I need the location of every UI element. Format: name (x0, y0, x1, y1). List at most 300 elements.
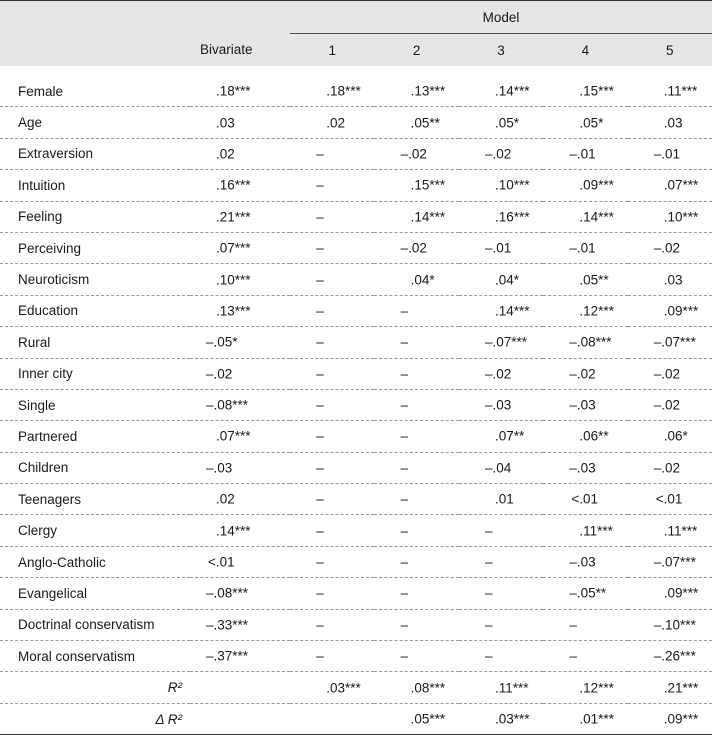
model-cell (459, 546, 543, 577)
table-row (0, 452, 712, 483)
cell-value: – (316, 146, 324, 162)
cell-value: –.02 (206, 366, 233, 382)
cell-value: –.02 (653, 240, 681, 256)
model-cell (543, 484, 627, 515)
cell-value: .21*** (216, 209, 251, 225)
model-cell (459, 107, 543, 138)
cell-value: .05** (410, 115, 440, 131)
cell-value: .03 (216, 115, 235, 131)
model-cell (290, 515, 374, 546)
bivariate-cell (190, 107, 290, 138)
row-label: Female (0, 76, 190, 107)
cell-value: .09*** (663, 711, 699, 727)
model-cell (543, 107, 627, 138)
row-label: Perceiving (0, 232, 190, 263)
cell-value: – (569, 617, 577, 633)
model-2-header: 2 (412, 42, 421, 58)
bivariate-cell (190, 546, 290, 577)
row-label: Doctrinal conservatism (0, 609, 190, 640)
cell-value: – (316, 240, 324, 256)
cell-value: – (400, 334, 409, 350)
model-cell (374, 295, 458, 326)
model-cell (628, 389, 712, 420)
cell-value: –.02 (653, 397, 681, 413)
header-empty-cell (190, 1, 290, 34)
table-body (0, 66, 712, 735)
model-cell (543, 232, 627, 263)
table-row (0, 107, 712, 138)
cell-value: –.08*** (206, 585, 249, 601)
cell-value: .03*** (326, 680, 361, 696)
cell-value: .05* (579, 115, 604, 131)
model-cell (374, 578, 458, 609)
cell-value: .02 (326, 115, 345, 131)
model-cell (290, 703, 374, 734)
cell-value: –.08*** (569, 334, 612, 350)
model-cell (374, 107, 458, 138)
row-label: Children (0, 452, 190, 483)
table-header (0, 1, 712, 67)
table-row (0, 421, 712, 452)
cell-value: .15*** (410, 177, 446, 193)
model-cell (290, 609, 374, 640)
cell-value: – (316, 303, 324, 319)
model-cell (628, 264, 712, 295)
cell-value: .16*** (494, 209, 530, 225)
model-cell (543, 703, 627, 734)
row-label: Neuroticism (0, 264, 190, 295)
cell-value: – (400, 460, 409, 476)
model-cell (290, 641, 374, 672)
model-cell (374, 170, 458, 201)
cell-value: – (316, 428, 324, 444)
cell-value: – (316, 554, 324, 570)
cell-value: .11*** (494, 680, 529, 696)
row-label: Intuition (0, 170, 190, 201)
cell-value: .14*** (410, 209, 446, 225)
cell-value: –.02 (653, 366, 681, 382)
cell-value: –.01 (569, 146, 596, 162)
cell-value: .02 (216, 491, 235, 507)
cell-value: .14*** (494, 83, 530, 99)
header-empty-cell (0, 34, 190, 67)
table-row (0, 76, 712, 107)
model-cell (290, 546, 374, 577)
cell-value: .09*** (579, 177, 614, 193)
cell-value: – (400, 397, 409, 413)
cell-value: .10*** (216, 272, 251, 288)
cell-value: .03*** (494, 711, 530, 727)
cell-value: – (400, 491, 409, 507)
cell-value: –.02 (569, 366, 596, 382)
cell-value: – (484, 648, 493, 664)
model-3-header: 3 (497, 42, 505, 58)
cell-value: .04* (410, 272, 435, 288)
cell-value: .12*** (579, 680, 614, 696)
model-cell (374, 452, 458, 483)
table-row (0, 264, 712, 295)
model-cell (290, 672, 374, 703)
row-label: Age (0, 107, 190, 138)
cell-value: .06** (579, 428, 609, 444)
cell-value: –.03 (484, 397, 512, 413)
cell-value: .04* (494, 272, 519, 288)
model-cell (290, 107, 374, 138)
model-cell (374, 264, 458, 295)
cell-value: – (316, 177, 324, 193)
row-label: Δ R² (155, 711, 182, 727)
cell-value: –.01 (484, 240, 512, 256)
cell-value: – (484, 554, 493, 570)
cell-value: .08*** (410, 680, 446, 696)
model-cell (374, 421, 458, 452)
model-cell (628, 641, 712, 672)
cell-value: –.02 (400, 146, 427, 162)
cell-value: .06* (663, 428, 688, 444)
row-label: Feeling (0, 201, 190, 232)
row-label: Moral conservatism (0, 641, 190, 672)
table-row (0, 389, 712, 420)
model-cell (290, 452, 374, 483)
row-label: R² (0, 672, 190, 703)
summary-row (0, 672, 712, 703)
row-label: Single (0, 389, 190, 420)
cell-value: .01 (494, 491, 514, 507)
model-cell (628, 295, 712, 326)
cell-value: –.01 (653, 146, 681, 162)
model-cell (290, 264, 374, 295)
model-cell (290, 232, 374, 263)
cell-value: –.07*** (484, 334, 528, 350)
cell-value: .01*** (579, 711, 614, 727)
bivariate-cell (190, 515, 290, 546)
cell-value: .07*** (216, 428, 251, 444)
model-cell (543, 138, 627, 169)
table-row (0, 609, 712, 640)
model-cell (543, 546, 627, 577)
model-cell (543, 201, 627, 232)
cell-value: .07*** (663, 177, 699, 193)
cell-value: .11*** (663, 83, 698, 99)
cell-value: .15*** (579, 83, 614, 99)
cell-value: .11*** (663, 523, 698, 539)
model-cell (543, 452, 627, 483)
cell-value: –.26*** (653, 648, 696, 664)
cell-value: <.01 (655, 491, 683, 507)
model-cell (290, 421, 374, 452)
cell-value: – (316, 491, 324, 507)
cell-value: .02 (216, 146, 235, 162)
row-label: Anglo-Catholic (0, 546, 190, 577)
model-cell (459, 170, 543, 201)
cell-value: –.33*** (206, 617, 249, 633)
model-cell (290, 138, 374, 169)
model-cell (459, 641, 543, 672)
model-cell (374, 609, 458, 640)
cell-value: .07** (494, 428, 525, 444)
table-row (0, 295, 712, 326)
bivariate-cell (190, 578, 290, 609)
cell-value: – (316, 397, 324, 413)
row-label: Evangelical (0, 578, 190, 609)
model-cell (459, 201, 543, 232)
model-cell (374, 138, 458, 169)
model-cell (543, 358, 627, 389)
cell-value: – (316, 648, 324, 664)
cell-value: .05* (494, 115, 519, 131)
model-cell (628, 170, 712, 201)
header-empty-cell (0, 1, 190, 34)
model-cell (290, 295, 374, 326)
bivariate-cell (190, 201, 290, 232)
bivariate-cell (190, 672, 290, 703)
bivariate-cell (190, 232, 290, 263)
model-cell (543, 295, 627, 326)
bivariate-cell (190, 264, 290, 295)
cell-value: –.02 (400, 240, 427, 256)
model-group-header: Model (290, 1, 712, 34)
model-cell (543, 264, 627, 295)
table-row (0, 138, 712, 169)
table-row (0, 170, 712, 201)
model-cell (374, 641, 458, 672)
cell-value: .16*** (216, 177, 251, 193)
model-cell (290, 201, 374, 232)
cell-value: –.08*** (206, 397, 249, 413)
model-cell (628, 232, 712, 263)
model-cell (290, 578, 374, 609)
cell-value: <.01 (571, 491, 599, 507)
table-row (0, 201, 712, 232)
cell-value: .14*** (216, 523, 251, 539)
model-cell (459, 327, 543, 358)
cell-value: .12*** (579, 303, 614, 319)
cell-value: –.01 (569, 240, 596, 256)
row-label: Teenagers (0, 484, 190, 515)
bivariate-cell (190, 170, 290, 201)
table-row (0, 484, 712, 515)
cell-value: .07*** (216, 240, 251, 256)
cell-value: –.10*** (653, 617, 696, 633)
model-cell (628, 546, 712, 577)
model-cell (628, 421, 712, 452)
cell-value: – (316, 523, 324, 539)
bivariate-cell (190, 421, 290, 452)
model-cell (628, 107, 712, 138)
table-row (0, 327, 712, 358)
cell-value: .11*** (579, 523, 613, 539)
model-cell (459, 232, 543, 263)
bivariate-cell (190, 389, 290, 420)
model-cell (290, 170, 374, 201)
cell-value: .18*** (326, 83, 361, 99)
model-cell (543, 76, 627, 107)
model-cell (374, 389, 458, 420)
cell-value: –.03 (569, 397, 596, 413)
cell-value: – (484, 523, 493, 539)
table-row (0, 358, 712, 389)
model-1-header: 1 (328, 42, 336, 58)
bivariate-cell (190, 609, 290, 640)
model-cell (543, 641, 627, 672)
model-cell (374, 201, 458, 232)
cell-value: – (400, 617, 409, 633)
row-label: Extraversion (0, 138, 190, 169)
cell-value: – (569, 648, 577, 664)
cell-value: –.04 (484, 460, 512, 476)
cell-value: .09*** (663, 585, 699, 601)
model-cell (628, 358, 712, 389)
model-cell (374, 546, 458, 577)
table-row (0, 641, 712, 672)
bivariate-cell (190, 327, 290, 358)
model-cell (459, 358, 543, 389)
model-cell (628, 484, 712, 515)
cell-value: – (316, 460, 324, 476)
bivariate-cell (190, 358, 290, 389)
summary-row (0, 703, 712, 734)
cell-value: –.03 (206, 460, 233, 476)
table-row (0, 578, 712, 609)
cell-value: – (400, 585, 409, 601)
model-cell (374, 327, 458, 358)
cell-value: .18*** (216, 83, 251, 99)
model-cell (459, 389, 543, 420)
model-cell (459, 515, 543, 546)
cell-value: –.07*** (653, 334, 696, 350)
cell-value: –.37*** (206, 648, 249, 664)
model-cell (543, 578, 627, 609)
cell-value: .03 (663, 115, 683, 131)
model-cell (543, 170, 627, 201)
cell-value: – (316, 585, 324, 601)
model-cell (459, 421, 543, 452)
bivariate-cell (190, 295, 290, 326)
cell-value: – (484, 585, 493, 601)
cell-value: –.03 (569, 460, 596, 476)
cell-value: –.05* (206, 334, 238, 350)
cell-value: – (400, 554, 409, 570)
model-cell (628, 609, 712, 640)
cell-value: –.02 (653, 460, 681, 476)
cell-value: .05** (579, 272, 609, 288)
model-cell (459, 578, 543, 609)
table-row (0, 546, 712, 577)
cell-value: .13*** (216, 303, 251, 319)
cell-value: – (400, 303, 409, 319)
cell-value: – (400, 428, 409, 444)
bivariate-cell (190, 138, 290, 169)
model-cell (459, 672, 543, 703)
cell-value: .13*** (410, 83, 446, 99)
cell-value: – (484, 617, 493, 633)
model-cell (543, 327, 627, 358)
cell-value: – (400, 366, 409, 382)
cell-value: .21*** (663, 680, 699, 696)
cell-value: <.01 (208, 554, 235, 570)
cell-value: .03 (663, 272, 683, 288)
cell-value: .14*** (494, 303, 530, 319)
cell-value: .14*** (579, 209, 614, 225)
model-cell (628, 76, 712, 107)
cell-value: –.03 (569, 554, 596, 570)
model-cell (459, 484, 543, 515)
cell-value: .10*** (663, 209, 699, 225)
cell-value: .10*** (494, 177, 530, 193)
row-label: Rural (0, 327, 190, 358)
model-cell (543, 515, 627, 546)
model-cell (374, 703, 458, 734)
cell-value: – (316, 209, 324, 225)
cell-value: – (316, 334, 324, 350)
cell-value: – (400, 523, 409, 539)
model-cell (459, 264, 543, 295)
model-5-header: 5 (666, 42, 674, 58)
cell-value: –.05** (569, 585, 607, 601)
bivariate-cell (190, 703, 290, 734)
row-label: Partnered (0, 421, 190, 452)
model-cell (628, 703, 712, 734)
model-cell (290, 327, 374, 358)
model-4-header: 4 (581, 42, 590, 58)
bivariate-cell (190, 641, 290, 672)
bivariate-cell (190, 484, 290, 515)
model-cell (459, 138, 543, 169)
model-cell (459, 452, 543, 483)
model-cell (543, 421, 627, 452)
model-cell (290, 484, 374, 515)
model-cell (459, 76, 543, 107)
model-cell (628, 138, 712, 169)
cell-value: –.02 (484, 146, 512, 162)
model-cell (290, 358, 374, 389)
table-row (0, 232, 712, 263)
bivariate-cell (190, 76, 290, 107)
row-label: Clergy (0, 515, 190, 546)
model-cell (543, 609, 627, 640)
model-cell (543, 672, 627, 703)
model-cell (459, 609, 543, 640)
cell-value: .09*** (663, 303, 699, 319)
model-cell (628, 515, 712, 546)
model-cell (628, 201, 712, 232)
model-cell (459, 295, 543, 326)
model-cell (374, 358, 458, 389)
model-cell (628, 672, 712, 703)
cell-value: –.07*** (653, 554, 696, 570)
bivariate-header: Bivariate (200, 42, 253, 58)
model-cell (374, 484, 458, 515)
cell-value: –.02 (484, 366, 512, 382)
model-cell (290, 389, 374, 420)
row-label: Education (0, 295, 190, 326)
row-label: Inner city (0, 358, 190, 389)
model-cell (374, 232, 458, 263)
model-cell (543, 389, 627, 420)
model-cell (459, 703, 543, 734)
cell-value: – (316, 617, 324, 633)
cell-value: – (400, 648, 409, 664)
model-cell (628, 452, 712, 483)
table-row (0, 515, 712, 546)
cell-value: .05*** (410, 711, 446, 727)
model-cell (374, 515, 458, 546)
model-cell (290, 76, 374, 107)
model-cell (628, 327, 712, 358)
cell-value: – (316, 366, 324, 382)
model-cell (374, 672, 458, 703)
model-cell (628, 578, 712, 609)
